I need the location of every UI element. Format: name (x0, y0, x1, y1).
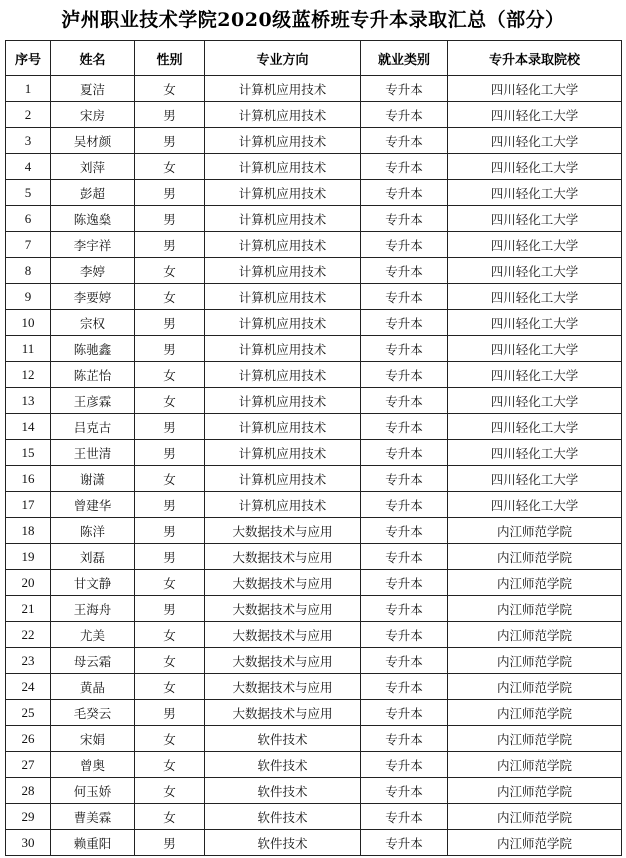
table-row (6, 440, 622, 466)
cell-major: 大数据技术与应用 (205, 518, 361, 544)
cell-major: 计算机应用技术 (205, 76, 361, 102)
cell-school: 内江师范学院 (448, 830, 622, 856)
cell-category: 专升本 (361, 596, 448, 622)
table-row (6, 544, 622, 570)
table-row (6, 362, 622, 388)
cell-major: 大数据技术与应用 (205, 570, 361, 596)
table-row (6, 674, 622, 700)
table-row (6, 128, 622, 154)
cell-name: 刘萍 (51, 154, 135, 180)
table-row (6, 388, 622, 414)
cell-category: 专升本 (361, 570, 448, 596)
cell-major: 计算机应用技术 (205, 206, 361, 232)
cell-school: 内江师范学院 (448, 544, 622, 570)
cell-school: 四川轻化工大学 (448, 440, 622, 466)
cell-gender: 男 (135, 336, 205, 362)
cell-major: 大数据技术与应用 (205, 700, 361, 726)
cell-seq: 24 (6, 674, 51, 700)
cell-seq: 9 (6, 284, 51, 310)
cell-school: 四川轻化工大学 (448, 310, 622, 336)
cell-category: 专升本 (361, 804, 448, 830)
cell-name: 吴材颜 (51, 128, 135, 154)
cell-seq: 16 (6, 466, 51, 492)
cell-category: 专升本 (361, 700, 448, 726)
cell-major: 计算机应用技术 (205, 414, 361, 440)
cell-category: 专升本 (361, 336, 448, 362)
header-name: 姓名 (51, 41, 135, 76)
header-gender: 性别 (135, 41, 205, 76)
cell-seq: 8 (6, 258, 51, 284)
cell-category: 专升本 (361, 622, 448, 648)
cell-seq: 29 (6, 804, 51, 830)
cell-school: 内江师范学院 (448, 596, 622, 622)
cell-school: 四川轻化工大学 (448, 466, 622, 492)
cell-gender: 女 (135, 154, 205, 180)
cell-seq: 11 (6, 336, 51, 362)
cell-category: 专升本 (361, 310, 448, 336)
cell-name: 赖重阳 (51, 830, 135, 856)
cell-gender: 男 (135, 102, 205, 128)
table-row (6, 804, 622, 830)
cell-name: 李婷 (51, 258, 135, 284)
cell-seq: 13 (6, 388, 51, 414)
cell-name: 陈逸燊 (51, 206, 135, 232)
cell-major: 计算机应用技术 (205, 336, 361, 362)
cell-category: 专升本 (361, 778, 448, 804)
cell-major: 计算机应用技术 (205, 492, 361, 518)
cell-category: 专升本 (361, 284, 448, 310)
table-row (6, 180, 622, 206)
table-row (6, 76, 622, 102)
cell-gender: 男 (135, 830, 205, 856)
header-category: 就业类别 (361, 41, 448, 76)
cell-category: 专升本 (361, 258, 448, 284)
cell-gender: 女 (135, 362, 205, 388)
cell-category: 专升本 (361, 648, 448, 674)
cell-school: 内江师范学院 (448, 674, 622, 700)
cell-school: 四川轻化工大学 (448, 128, 622, 154)
cell-category: 专升本 (361, 466, 448, 492)
cell-school: 四川轻化工大学 (448, 388, 622, 414)
table-body (6, 76, 622, 856)
cell-seq: 5 (6, 180, 51, 206)
cell-school: 四川轻化工大学 (448, 492, 622, 518)
cell-category: 专升本 (361, 232, 448, 258)
cell-category: 专升本 (361, 752, 448, 778)
cell-name: 王海舟 (51, 596, 135, 622)
cell-name: 王彦霖 (51, 388, 135, 414)
cell-name: 王世清 (51, 440, 135, 466)
table-row (6, 700, 622, 726)
cell-category: 专升本 (361, 726, 448, 752)
cell-category: 专升本 (361, 518, 448, 544)
cell-major: 软件技术 (205, 778, 361, 804)
cell-school: 四川轻化工大学 (448, 76, 622, 102)
admission-table (5, 40, 622, 856)
cell-name: 李宇祥 (51, 232, 135, 258)
cell-seq: 18 (6, 518, 51, 544)
cell-name: 彭超 (51, 180, 135, 206)
cell-gender: 男 (135, 128, 205, 154)
cell-school: 四川轻化工大学 (448, 206, 622, 232)
cell-name: 谢潇 (51, 466, 135, 492)
cell-category: 专升本 (361, 76, 448, 102)
cell-school: 四川轻化工大学 (448, 180, 622, 206)
table-header-row (6, 41, 622, 76)
table-row (6, 830, 622, 856)
cell-school: 四川轻化工大学 (448, 258, 622, 284)
cell-gender: 女 (135, 674, 205, 700)
cell-major: 大数据技术与应用 (205, 674, 361, 700)
cell-gender: 男 (135, 232, 205, 258)
cell-seq: 21 (6, 596, 51, 622)
cell-major: 软件技术 (205, 830, 361, 856)
cell-major: 计算机应用技术 (205, 258, 361, 284)
table-row (6, 258, 622, 284)
cell-gender: 女 (135, 388, 205, 414)
cell-seq: 4 (6, 154, 51, 180)
cell-major: 计算机应用技术 (205, 388, 361, 414)
cell-gender: 男 (135, 518, 205, 544)
cell-name: 尤美 (51, 622, 135, 648)
cell-name: 曹美霖 (51, 804, 135, 830)
cell-name: 黄晶 (51, 674, 135, 700)
cell-name: 宗权 (51, 310, 135, 336)
header-major: 专业方向 (205, 41, 361, 76)
table-row (6, 570, 622, 596)
cell-major: 软件技术 (205, 804, 361, 830)
cell-school: 内江师范学院 (448, 700, 622, 726)
cell-name: 刘磊 (51, 544, 135, 570)
cell-major: 计算机应用技术 (205, 440, 361, 466)
cell-gender: 女 (135, 622, 205, 648)
table-row (6, 154, 622, 180)
cell-seq: 2 (6, 102, 51, 128)
cell-gender: 女 (135, 804, 205, 830)
table-row (6, 232, 622, 258)
cell-category: 专升本 (361, 128, 448, 154)
table-row (6, 726, 622, 752)
cell-major: 计算机应用技术 (205, 310, 361, 336)
cell-school: 内江师范学院 (448, 726, 622, 752)
cell-gender: 女 (135, 648, 205, 674)
cell-seq: 14 (6, 414, 51, 440)
cell-school: 内江师范学院 (448, 570, 622, 596)
cell-name: 毛癸云 (51, 700, 135, 726)
cell-seq: 19 (6, 544, 51, 570)
cell-seq: 22 (6, 622, 51, 648)
cell-seq: 23 (6, 648, 51, 674)
cell-seq: 17 (6, 492, 51, 518)
cell-gender: 女 (135, 466, 205, 492)
cell-major: 大数据技术与应用 (205, 622, 361, 648)
table-row (6, 310, 622, 336)
cell-school: 内江师范学院 (448, 648, 622, 674)
cell-category: 专升本 (361, 206, 448, 232)
cell-gender: 女 (135, 726, 205, 752)
cell-school: 四川轻化工大学 (448, 362, 622, 388)
cell-school: 四川轻化工大学 (448, 284, 622, 310)
cell-gender: 男 (135, 544, 205, 570)
cell-major: 软件技术 (205, 752, 361, 778)
cell-gender: 男 (135, 492, 205, 518)
cell-major: 计算机应用技术 (205, 232, 361, 258)
cell-major: 计算机应用技术 (205, 102, 361, 128)
cell-school: 内江师范学院 (448, 752, 622, 778)
table-row (6, 336, 622, 362)
cell-major: 计算机应用技术 (205, 128, 361, 154)
cell-gender: 男 (135, 206, 205, 232)
cell-name: 曾建华 (51, 492, 135, 518)
cell-seq: 25 (6, 700, 51, 726)
cell-gender: 女 (135, 76, 205, 102)
cell-seq: 20 (6, 570, 51, 596)
cell-seq: 27 (6, 752, 51, 778)
table-row (6, 284, 622, 310)
cell-name: 宋房 (51, 102, 135, 128)
table-row (6, 466, 622, 492)
cell-name: 陈洋 (51, 518, 135, 544)
cell-seq: 1 (6, 76, 51, 102)
cell-name: 李要婷 (51, 284, 135, 310)
table-row (6, 206, 622, 232)
cell-name: 母云霜 (51, 648, 135, 674)
cell-gender: 男 (135, 414, 205, 440)
cell-category: 专升本 (361, 492, 448, 518)
cell-gender: 男 (135, 700, 205, 726)
cell-seq: 30 (6, 830, 51, 856)
cell-school: 四川轻化工大学 (448, 232, 622, 258)
cell-school: 内江师范学院 (448, 518, 622, 544)
cell-school: 四川轻化工大学 (448, 154, 622, 180)
cell-category: 专升本 (361, 544, 448, 570)
cell-seq: 3 (6, 128, 51, 154)
cell-major: 大数据技术与应用 (205, 648, 361, 674)
cell-category: 专升本 (361, 102, 448, 128)
document-title: 泸州职业技术学院2020级蓝桥班专升本录取汇总（部分） (61, 9, 565, 31)
cell-gender: 男 (135, 310, 205, 336)
cell-major: 计算机应用技术 (205, 154, 361, 180)
cell-seq: 10 (6, 310, 51, 336)
table-row (6, 622, 622, 648)
cell-name: 宋娟 (51, 726, 135, 752)
cell-seq: 26 (6, 726, 51, 752)
cell-seq: 15 (6, 440, 51, 466)
table-row (6, 648, 622, 674)
cell-school: 四川轻化工大学 (448, 102, 622, 128)
cell-gender: 男 (135, 596, 205, 622)
cell-gender: 男 (135, 440, 205, 466)
cell-seq: 7 (6, 232, 51, 258)
cell-gender: 男 (135, 180, 205, 206)
cell-category: 专升本 (361, 830, 448, 856)
cell-seq: 6 (6, 206, 51, 232)
cell-seq: 12 (6, 362, 51, 388)
cell-name: 曾奥 (51, 752, 135, 778)
cell-major: 计算机应用技术 (205, 466, 361, 492)
cell-gender: 女 (135, 778, 205, 804)
cell-major: 计算机应用技术 (205, 362, 361, 388)
cell-name: 何玉娇 (51, 778, 135, 804)
table-row (6, 102, 622, 128)
cell-name: 甘文静 (51, 570, 135, 596)
cell-gender: 女 (135, 570, 205, 596)
table-row (6, 492, 622, 518)
table-row (6, 414, 622, 440)
table-row (6, 778, 622, 804)
cell-category: 专升本 (361, 180, 448, 206)
cell-category: 专升本 (361, 362, 448, 388)
cell-name: 陈芷怡 (51, 362, 135, 388)
cell-major: 大数据技术与应用 (205, 544, 361, 570)
cell-seq: 28 (6, 778, 51, 804)
cell-school: 四川轻化工大学 (448, 414, 622, 440)
cell-category: 专升本 (361, 388, 448, 414)
cell-category: 专升本 (361, 154, 448, 180)
cell-category: 专升本 (361, 674, 448, 700)
cell-name: 夏洁 (51, 76, 135, 102)
table-row (6, 518, 622, 544)
cell-name: 吕克古 (51, 414, 135, 440)
cell-major: 计算机应用技术 (205, 180, 361, 206)
cell-gender: 女 (135, 284, 205, 310)
cell-school: 内江师范学院 (448, 804, 622, 830)
cell-school: 四川轻化工大学 (448, 336, 622, 362)
cell-school: 内江师范学院 (448, 778, 622, 804)
cell-name: 陈驰鑫 (51, 336, 135, 362)
cell-gender: 女 (135, 752, 205, 778)
cell-school: 内江师范学院 (448, 622, 622, 648)
cell-major: 计算机应用技术 (205, 284, 361, 310)
table-row (6, 752, 622, 778)
cell-major: 大数据技术与应用 (205, 596, 361, 622)
cell-category: 专升本 (361, 414, 448, 440)
cell-category: 专升本 (361, 440, 448, 466)
header-seq: 序号 (6, 41, 51, 76)
table-row (6, 596, 622, 622)
cell-major: 软件技术 (205, 726, 361, 752)
header-school: 专升本录取院校 (448, 41, 622, 76)
cell-gender: 女 (135, 258, 205, 284)
